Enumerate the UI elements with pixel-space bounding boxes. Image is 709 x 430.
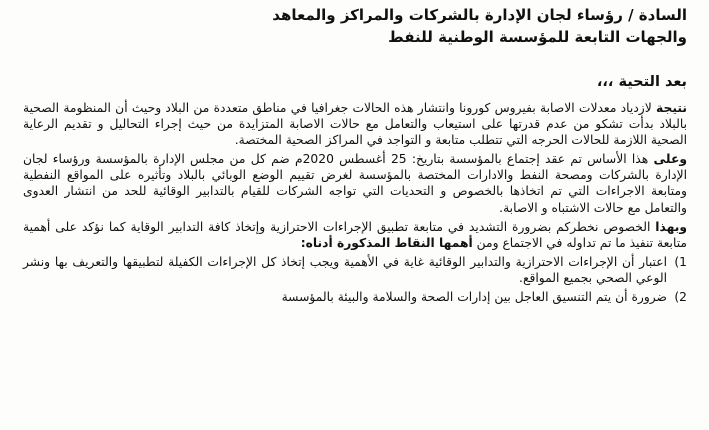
paragraph-3-text: الخصوص نخطركم بضرورة التشديد في متابعة تطبيق الإجراءات الاحترازية وإتخاذ كافة التدابير الوقاية كما نؤكد على أهمية متابعة تنفيذ ما تم تداوله في الاجتماع ومن: [23, 219, 687, 250]
point-1-number-text: 1): [674, 254, 687, 269]
addressee-line-1: السادة / رؤساء لجان الإدارة بالشركات والمراكز والمعاهد: [272, 6, 687, 24]
list-item: [23, 289, 687, 305]
paragraph-2-text: هذا الأساس تم عقد إجتماع بالمؤسسة بتاريخ: 25 أغسطس 2020م ضم كل من مجلس الإدارة بالمؤسسة ورؤساء لجان الإدارة بالشركات ومصحة النفط والادارات المختصة بالمؤسسة لغرض تقييم الوضع الوبائي بالبلاد وتأثيره على المواقع النفطية ومتابعة الاجراءات التي تم اتخاذها بالخصوص و التحديات التي تواجه الشركات للقيام بالتدابير الوقائية للحد من انتشار العدوى والتعامل مع حالات الاشتباه و الاصابة.: [23, 152, 687, 215]
paragraph-1-text: لازدياد معدلات الاصابة بفيروس كورونا وانتشار هذه الحالات جغرافيا في مناطق متعددة من البلاد وحيث أن المنظومة الصحية بالبلاد بدأت تشكو من عدم قدرتها على استيعاب والتعامل مع حالات الاصابة المتزايدة من حيث إجراء التحاليل و تقديم الرعاية الصحية اللازمة للحالات الحرجه التي تتطلب متابعة و التواجد في المراكز الصحية المختصة.: [23, 101, 687, 148]
greeting: بعد التحية ،،،: [596, 74, 687, 90]
paragraph-1: [23, 100, 687, 148]
point-2-number: [674, 289, 687, 305]
addressee-line-2: والجهات التابعة للمؤسسة الوطنية للنفط: [388, 28, 687, 46]
paragraph-1-lead: نتيجة: [656, 101, 687, 115]
addressee-header: [127, 4, 687, 48]
list-item: [23, 254, 687, 286]
point-1-text: اعتبار أن الإجراءات الاحترازية والتدابير الوقائية غاية في الأهمية ويجب إتخاذ كل الإجراءات الكفيلة لتطبيقها والتعريف بها ونشر الوعي الصحي بجميع المواقع.: [23, 254, 667, 285]
point-2-text: ضرورة أن يتم التنسيق العاجل بين إدارات الصحة والسلامة والبيئة بالمؤسسة: [281, 290, 667, 305]
point-2-number-text: 2): [674, 290, 687, 305]
letter-body: [23, 100, 687, 308]
points-list: [23, 254, 687, 305]
paragraph-2: [23, 151, 687, 215]
points-heading: أهمها النقاط المذكورة أدناه:: [300, 235, 473, 250]
paragraph-2-lead: وعلى: [653, 152, 687, 167]
point-1-number: [674, 254, 687, 270]
paragraph-3-lead: وبهذا: [655, 219, 687, 234]
paragraph-3: [23, 219, 687, 251]
